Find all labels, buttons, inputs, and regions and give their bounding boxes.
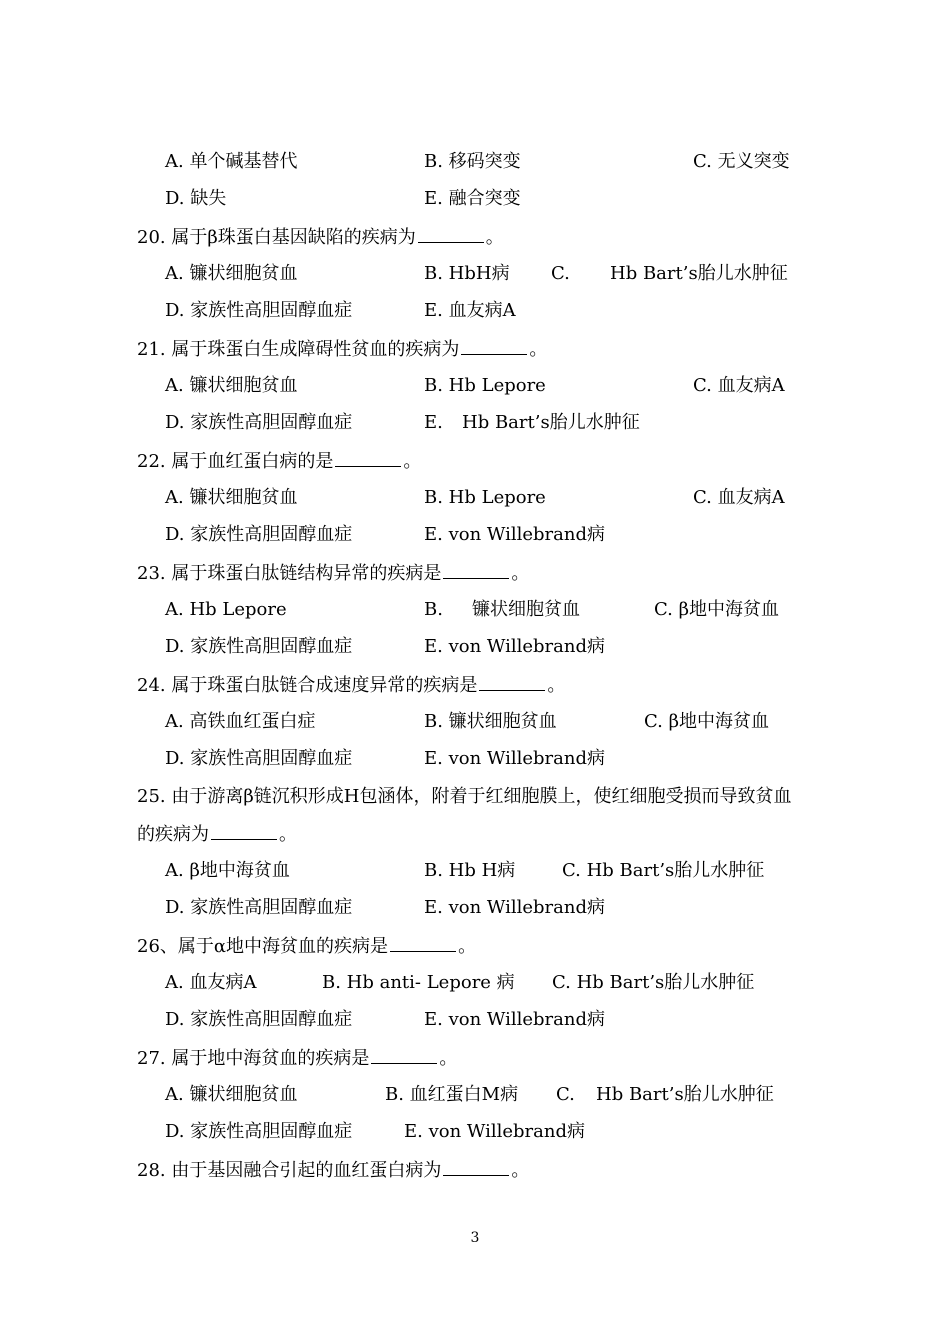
question-25-end: 。 [279,824,297,845]
question-26-end: 。 [458,936,477,957]
question-20-end: 。 [485,227,504,248]
question-28 [137,1159,529,1182]
question-27 [137,1047,457,1070]
option-25-c: C. Hb Bart’s胎儿水肿征 [562,860,765,881]
option-27-c-letter: C. [556,1084,575,1105]
option-21-a: A. 镰状细胞贫血 [165,375,298,396]
page-number: 3 [470,1230,480,1246]
option-19-c: C. 无义突变 [693,151,790,172]
option-25-a: A. β地中海贫血 [165,860,290,881]
option-21-e-letter: E. [424,412,443,433]
option-27-d: D. 家族性高胆固醇血症 [165,1121,353,1142]
option-25-b: B. Hb H病 [424,860,516,881]
question-20-text: 20. 属于β珠蛋白基因缺陷的疾病为 [137,227,416,248]
answer-blank [371,1047,437,1064]
question-21 [137,338,547,361]
answer-blank [443,1159,509,1176]
option-21-b: B. Hb Lepore [424,375,546,396]
option-26-c: C. Hb Bart’s胎儿水肿征 [552,972,755,993]
option-23-e: E. von Willebrand病 [424,636,605,657]
option-23-d: D. 家族性高胆固醇血症 [165,636,353,657]
question-26-text: 26、属于α地中海贫血的疾病是 [137,936,389,957]
question-25-cont [137,823,297,846]
question-23 [137,562,529,585]
option-20-d: D. 家族性高胆固醇血症 [165,300,353,321]
question-24 [137,674,565,697]
question-28-text: 28. 由于基因融合引起的血红蛋白病为 [137,1160,442,1181]
option-24-e: E. von Willebrand病 [424,748,605,769]
option-27-e: E. von Willebrand病 [404,1121,585,1142]
option-24-a: A. 高铁血红蛋白症 [165,711,316,732]
option-26-d: D. 家族性高胆固醇血症 [165,1009,353,1030]
option-24-c: C. β地中海贫血 [644,711,769,732]
option-26-a: A. 血友病A [165,972,257,993]
answer-blank [335,450,401,467]
option-19-a: A. 单个碱基替代 [165,151,298,172]
option-20-a: A. 镰状细胞贫血 [165,263,298,284]
answer-blank [211,823,277,840]
option-27-a: A. 镰状细胞贫血 [165,1084,298,1105]
question-24-end: 。 [547,675,566,696]
question-23-end: 。 [511,563,530,584]
question-26 [137,935,476,958]
option-25-d: D. 家族性高胆固醇血症 [165,897,353,918]
question-27-end: 。 [439,1048,458,1069]
question-22 [137,450,421,473]
option-22-c: C. 血友病A [693,487,785,508]
option-25-e: E. von Willebrand病 [424,897,605,918]
question-23-text: 23. 属于珠蛋白肽链结构异常的疾病是 [137,563,442,584]
option-20-c-letter: C. [551,263,570,284]
option-26-e: E. von Willebrand病 [424,1009,605,1030]
option-19-e: E. 融合突变 [424,188,521,209]
answer-blank [479,674,545,691]
option-20-c: Hb Bart’s胎儿水肿征 [610,263,788,284]
answer-blank [390,935,456,952]
option-22-a: A. 镰状细胞贫血 [165,487,298,508]
question-28-end: 。 [511,1160,530,1181]
option-26-b: B. Hb anti- Lepore 病 [322,972,515,993]
question-22-text: 22. 属于血红蛋白病的是 [137,451,334,472]
option-24-d: D. 家族性高胆固醇血症 [165,748,353,769]
option-20-e: E. 血友病A [424,300,516,321]
option-27-b: B. 血红蛋白M病 [385,1084,519,1105]
answer-blank [443,562,509,579]
option-22-d: D. 家族性高胆固醇血症 [165,524,353,545]
question-24-text: 24. 属于珠蛋白肽链合成速度异常的疾病是 [137,675,478,696]
option-24-b: B. 镰状细胞贫血 [424,711,557,732]
option-19-d: D. 缺失 [165,188,227,209]
option-23-c: C. β地中海贫血 [654,599,779,620]
question-22-end: 。 [403,451,422,472]
answer-blank [461,338,527,355]
option-23-b: 镰状细胞贫血 [472,599,580,620]
question-21-text: 21. 属于珠蛋白生成障碍性贫血的疾病为 [137,339,460,360]
question-27-text: 27. 属于地中海贫血的疾病是 [137,1048,370,1069]
option-27-c: Hb Bart’s胎儿水肿征 [596,1084,774,1105]
option-22-b: B. Hb Lepore [424,487,546,508]
option-21-e: Hb Bart’s胎儿水肿征 [462,412,640,433]
question-25-text: 的疾病为 [137,824,209,845]
option-20-b: B. HbH病 [424,263,510,284]
option-22-e: E. von Willebrand病 [424,524,605,545]
option-23-a: A. Hb Lepore [165,599,287,620]
option-19-b: B. 移码突变 [424,151,521,172]
question-25: 25. 由于游离β链沉积形成H包涵体，附着于红细胞膜上，使红细胞受损而导致贫血 [137,786,792,807]
option-21-d: D. 家族性高胆固醇血症 [165,412,353,433]
answer-blank [418,226,484,243]
option-21-c: C. 血友病A [693,375,785,396]
question-20 [137,226,504,249]
option-23-b-letter: B. [424,599,443,620]
question-21-end: 。 [529,339,548,360]
